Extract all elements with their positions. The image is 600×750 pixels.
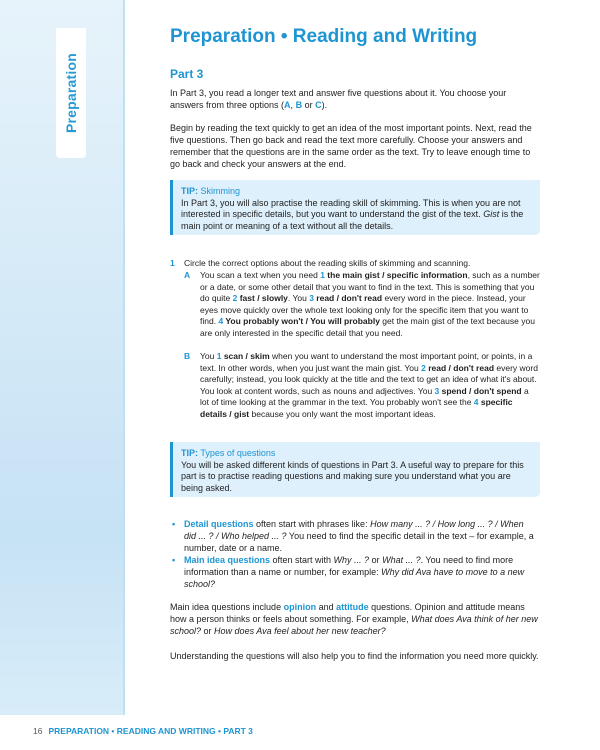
closing-paragraph: Understanding the questions will also help you to find the information you need more quickly. [170, 651, 539, 661]
intro-or: or [302, 100, 316, 110]
page-footer [33, 726, 253, 736]
tip-body: In Part 3, you will also practise the reading skill of skimming. This is when you are not interested in specific details, but you want to understand the gist of the text. Gist is the main point or meaning of a text without all the details. [181, 197, 524, 231]
tip-question-types [170, 442, 540, 497]
tip-title: TIP: Types of questions [181, 448, 276, 458]
tip-title: TIP: Skimming [181, 186, 241, 196]
bullet-dot: • [172, 519, 176, 529]
sidebar-label: Preparation [63, 53, 79, 133]
choice[interactable]: You probably won't / You will probably [223, 316, 380, 326]
bullet-dot: • [172, 555, 176, 565]
option-c: C [315, 100, 322, 110]
page-title: Preparation • Reading and Writing [170, 26, 478, 47]
sidebar-divider [123, 0, 125, 715]
footer-text: PREPARATION • READING AND WRITING • PART 3 [48, 726, 253, 736]
exercise-number: 1 [170, 258, 175, 268]
bullet-main-idea-questions [170, 554, 540, 590]
page-number: 16 [33, 726, 43, 736]
bullet-text: Main idea questions often start with Why ... ? or What ... ?. You need to find more information than a name or number, for example: Why did Ava have to move to a new school? [184, 555, 525, 589]
intro-end: ). [321, 100, 328, 110]
option-letter: B [184, 351, 191, 361]
bullet-text: Detail questions often start with phrases like: How many ... ? / How long ... ? / When did ... ? / Who helped ... ? You need to find the specific detail in the text – for example, a number, date or a name. [184, 519, 534, 553]
bullet-detail-questions [170, 518, 540, 554]
intro-paragraph [170, 87, 540, 111]
option-text: You scan a text when you need 1 the main gist / specific information, such as a number or a date, or some other detail that you want to find in the text. This is something that you do quite 2 fast / slowly. You 3 read / don't read every word in the piece. Instead, your eyes move quickly over the whole text looking only for the specific item that you want to find. 4 You probably won't / You will probably get the main gist of the text because you are only interested in the specific detail that you need. [200, 270, 540, 338]
intro-text: In Part 3, you read a longer text and answer five questions about it. You choose your answers from three options ( [170, 88, 507, 110]
choice[interactable]: read / don't read [313, 293, 383, 303]
method-paragraph: Begin by reading the text quickly to get an idea of the most important points. Next, read the five questions. Then go back and read the text more carefully. Choose your answers and remember that the questions are in the same order as the text. Try to leave enough time to go back and check your answers at the end. [170, 123, 532, 169]
choice-number: 1 [320, 270, 325, 280]
option-a: A [284, 100, 291, 110]
option-letter: A [184, 270, 191, 280]
intro-sep: , [290, 100, 296, 110]
option-b: B [295, 100, 303, 110]
tip-skimming [170, 180, 540, 235]
choice[interactable]: scan / skim [221, 351, 270, 361]
choice[interactable]: spend / don't spend [439, 385, 522, 396]
option-text: You 1 scan / skim when you want to understand the most important point, or points, in a text. In other words, when you just want the main gist. You 2 read / don't read every word carefully; instead, you look quickly at the title and the text to get an idea of what it's about. You look at content words, such as nouns and adjectives. You 3 spend / don't spend a lot of time looking at the grammar in the text. You probably won't see the 4 specific details / gist because you only want the most important ideas. [200, 351, 538, 419]
choice-number: 2 [232, 293, 238, 303]
question-types-paragraph: Main idea questions include opinion and attitude questions. Opinion and attitude means how a person thinks or feels about something. For example, What does Ava think of her new school? or How does Ava feel about her new teacher? [170, 602, 538, 636]
choice-number: 2 [421, 362, 426, 373]
choice[interactable]: read / don't read [425, 362, 495, 373]
choice-number: 4 [218, 316, 224, 326]
choice[interactable]: the main gist / specific information [324, 270, 468, 280]
exercise-stem: Circle the correct options about the reading skills of skimming and scanning. [184, 258, 471, 268]
choice[interactable]: specific details / gist [200, 397, 513, 419]
choice-number: 3 [434, 385, 440, 396]
part-heading: Part 3 [170, 67, 204, 81]
choice[interactable]: fast / slowly [237, 293, 288, 303]
choice-number: 3 [309, 293, 314, 303]
choice-number: 4 [473, 397, 479, 407]
tip-body: You will be asked different kinds of questions in Part 3. A useful way to prepare for this part is to practise reading questions and making sure you understand what you are being asked. [181, 459, 524, 493]
choice-number: 1 [216, 351, 222, 361]
exercise-1 [170, 258, 540, 428]
